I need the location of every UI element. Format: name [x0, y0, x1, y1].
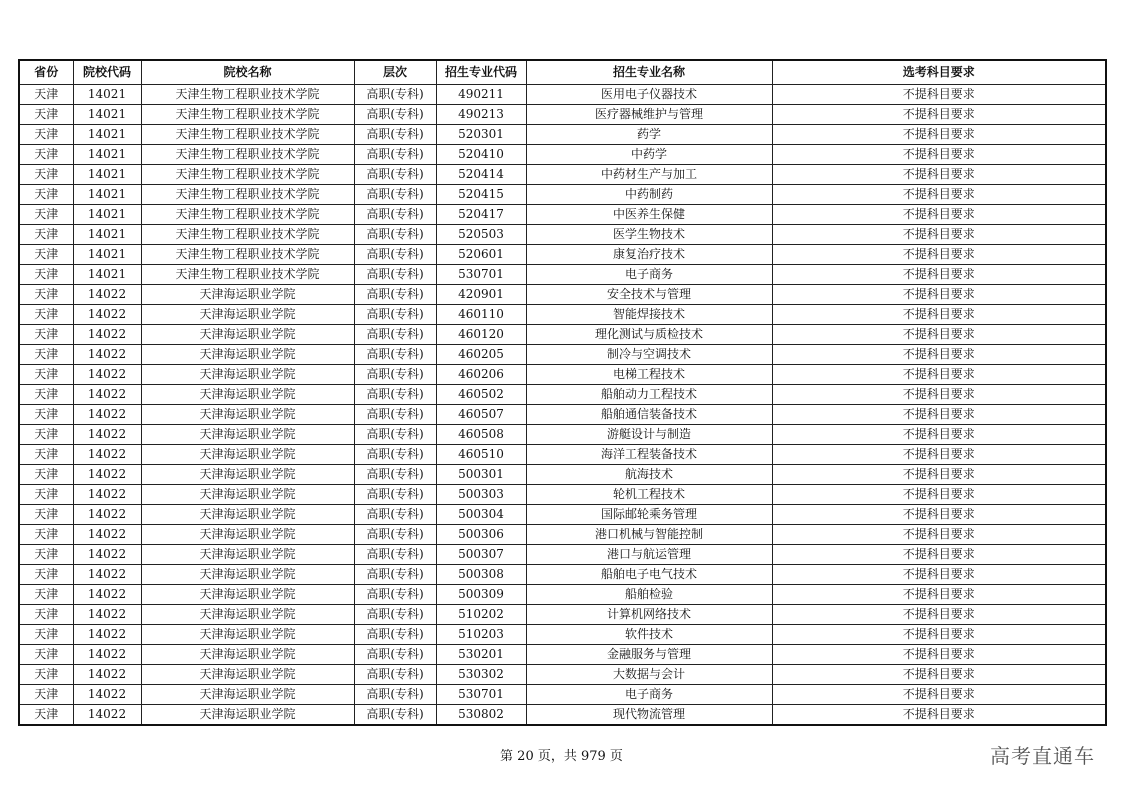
table-row: [19, 525, 1106, 545]
header-major-code: 招生专业代码: [436, 60, 526, 85]
cell-school-code: 14021: [73, 265, 141, 285]
cell-subject-requirement: 不提科目要求: [772, 685, 1106, 705]
cell-major-code: 460110: [436, 305, 526, 325]
cell-province: 天津: [19, 305, 73, 325]
cell-level: 高职(专科): [354, 245, 436, 265]
cell-subject-requirement: 不提科目要求: [772, 285, 1106, 305]
cell-subject-requirement: 不提科目要求: [772, 165, 1106, 185]
cell-major-name: 轮机工程技术: [526, 485, 772, 505]
cell-school-code: 14021: [73, 85, 141, 105]
cell-school-name: 天津海运职业学院: [141, 505, 354, 525]
cell-school-code: 14021: [73, 225, 141, 245]
cell-major-code: 420901: [436, 285, 526, 305]
cell-school-code: 14022: [73, 525, 141, 545]
cell-province: 天津: [19, 505, 73, 525]
cell-school-name: 天津海运职业学院: [141, 625, 354, 645]
cell-subject-requirement: 不提科目要求: [772, 505, 1106, 525]
cell-province: 天津: [19, 525, 73, 545]
cell-province: 天津: [19, 465, 73, 485]
cell-major-name: 现代物流管理: [526, 705, 772, 726]
cell-province: 天津: [19, 125, 73, 145]
table-row: [19, 485, 1106, 505]
cell-major-code: 490211: [436, 85, 526, 105]
cell-subject-requirement: 不提科目要求: [772, 705, 1106, 726]
cell-major-name: 游艇设计与制造: [526, 425, 772, 445]
cell-subject-requirement: 不提科目要求: [772, 605, 1106, 625]
table-row: [19, 465, 1106, 485]
table-row: [19, 145, 1106, 165]
table-row: [19, 605, 1106, 625]
cell-level: 高职(专科): [354, 405, 436, 425]
cell-school-code: 14022: [73, 665, 141, 685]
cell-subject-requirement: 不提科目要求: [772, 105, 1106, 125]
cell-major-name: 中医养生保健: [526, 205, 772, 225]
cell-major-code: 530701: [436, 685, 526, 705]
cell-level: 高职(专科): [354, 445, 436, 465]
cell-level: 高职(专科): [354, 265, 436, 285]
cell-level: 高职(专科): [354, 645, 436, 665]
table-row: [19, 345, 1106, 365]
cell-subject-requirement: 不提科目要求: [772, 245, 1106, 265]
cell-subject-requirement: 不提科目要求: [772, 205, 1106, 225]
cell-province: 天津: [19, 625, 73, 645]
cell-school-code: 14022: [73, 485, 141, 505]
cell-major-name: 电子商务: [526, 685, 772, 705]
cell-province: 天津: [19, 285, 73, 305]
cell-level: 高职(专科): [354, 525, 436, 545]
cell-major-name: 医用电子仪器技术: [526, 85, 772, 105]
cell-school-name: 天津生物工程职业技术学院: [141, 165, 354, 185]
cell-school-code: 14021: [73, 105, 141, 125]
cell-major-name: 船舶通信装备技术: [526, 405, 772, 425]
table-row: [19, 665, 1106, 685]
cell-level: 高职(专科): [354, 465, 436, 485]
cell-subject-requirement: 不提科目要求: [772, 425, 1106, 445]
cell-subject-requirement: 不提科目要求: [772, 265, 1106, 285]
cell-subject-requirement: 不提科目要求: [772, 665, 1106, 685]
cell-level: 高职(专科): [354, 425, 436, 445]
cell-school-name: 天津海运职业学院: [141, 585, 354, 605]
cell-subject-requirement: 不提科目要求: [772, 645, 1106, 665]
cell-school-code: 14021: [73, 145, 141, 165]
cell-major-code: 530302: [436, 665, 526, 685]
cell-subject-requirement: 不提科目要求: [772, 565, 1106, 585]
cell-level: 高职(专科): [354, 685, 436, 705]
cell-school-name: 天津生物工程职业技术学院: [141, 245, 354, 265]
cell-major-code: 520503: [436, 225, 526, 245]
cell-province: 天津: [19, 225, 73, 245]
cell-school-name: 天津海运职业学院: [141, 665, 354, 685]
table-row: [19, 625, 1106, 645]
cell-major-code: 490213: [436, 105, 526, 125]
cell-school-code: 14022: [73, 385, 141, 405]
cell-major-name: 电子商务: [526, 265, 772, 285]
cell-major-name: 理化测试与质检技术: [526, 325, 772, 345]
cell-major-code: 520415: [436, 185, 526, 205]
cell-major-name: 安全技术与管理: [526, 285, 772, 305]
cell-school-code: 14022: [73, 645, 141, 665]
cell-school-code: 14021: [73, 185, 141, 205]
table-row: [19, 545, 1106, 565]
cell-school-code: 14022: [73, 605, 141, 625]
cell-school-name: 天津生物工程职业技术学院: [141, 205, 354, 225]
cell-level: 高职(专科): [354, 545, 436, 565]
cell-province: 天津: [19, 325, 73, 345]
cell-level: 高职(专科): [354, 205, 436, 225]
cell-province: 天津: [19, 585, 73, 605]
cell-province: 天津: [19, 685, 73, 705]
cell-major-name: 中药制药: [526, 185, 772, 205]
cell-school-name: 天津海运职业学院: [141, 545, 354, 565]
cell-subject-requirement: 不提科目要求: [772, 85, 1106, 105]
cell-major-name: 航海技术: [526, 465, 772, 485]
cell-province: 天津: [19, 205, 73, 225]
cell-school-code: 14022: [73, 445, 141, 465]
header-school-name: 院校名称: [141, 60, 354, 85]
cell-major-name: 药学: [526, 125, 772, 145]
table-row: [19, 365, 1106, 385]
cell-school-code: 14022: [73, 545, 141, 565]
cell-major-code: 460120: [436, 325, 526, 345]
table-row: [19, 645, 1106, 665]
table-row: [19, 685, 1106, 705]
cell-province: 天津: [19, 265, 73, 285]
table-row: [19, 565, 1106, 585]
cell-school-name: 天津海运职业学院: [141, 685, 354, 705]
cell-major-code: 530201: [436, 645, 526, 665]
cell-province: 天津: [19, 485, 73, 505]
cell-subject-requirement: 不提科目要求: [772, 365, 1106, 385]
cell-major-code: 500301: [436, 465, 526, 485]
cell-subject-requirement: 不提科目要求: [772, 625, 1106, 645]
cell-level: 高职(专科): [354, 325, 436, 345]
cell-major-code: 520301: [436, 125, 526, 145]
table-row: [19, 505, 1106, 525]
cell-subject-requirement: 不提科目要求: [772, 225, 1106, 245]
cell-school-name: 天津海运职业学院: [141, 525, 354, 545]
cell-level: 高职(专科): [354, 105, 436, 125]
cell-school-name: 天津海运职业学院: [141, 465, 354, 485]
cell-major-code: 460508: [436, 425, 526, 445]
cell-level: 高职(专科): [354, 485, 436, 505]
table-row: [19, 165, 1106, 185]
cell-major-code: 500308: [436, 565, 526, 585]
cell-major-name: 船舶动力工程技术: [526, 385, 772, 405]
cell-school-name: 天津生物工程职业技术学院: [141, 125, 354, 145]
cell-province: 天津: [19, 245, 73, 265]
cell-school-code: 14022: [73, 285, 141, 305]
cell-major-code: 500304: [436, 505, 526, 525]
cell-province: 天津: [19, 345, 73, 365]
cell-school-name: 天津海运职业学院: [141, 645, 354, 665]
cell-school-code: 14022: [73, 425, 141, 445]
cell-province: 天津: [19, 565, 73, 585]
cell-major-name: 医疗器械维护与管理: [526, 105, 772, 125]
cell-level: 高职(专科): [354, 185, 436, 205]
cell-province: 天津: [19, 105, 73, 125]
cell-major-code: 520414: [436, 165, 526, 185]
table-row: [19, 285, 1106, 305]
cell-major-code: 500307: [436, 545, 526, 565]
cell-school-code: 14022: [73, 345, 141, 365]
cell-major-code: 500306: [436, 525, 526, 545]
table-row: [19, 405, 1106, 425]
cell-school-code: 14022: [73, 405, 141, 425]
cell-subject-requirement: 不提科目要求: [772, 485, 1106, 505]
cell-school-code: 14022: [73, 565, 141, 585]
cell-province: 天津: [19, 145, 73, 165]
cell-school-name: 天津海运职业学院: [141, 405, 354, 425]
cell-level: 高职(专科): [354, 385, 436, 405]
cell-school-name: 天津海运职业学院: [141, 325, 354, 345]
cell-level: 高职(专科): [354, 585, 436, 605]
cell-major-name: 大数据与会计: [526, 665, 772, 685]
cell-level: 高职(专科): [354, 605, 436, 625]
table-row: [19, 245, 1106, 265]
cell-subject-requirement: 不提科目要求: [772, 345, 1106, 365]
cell-major-name: 港口与航运管理: [526, 545, 772, 565]
header-major-name: 招生专业名称: [526, 60, 772, 85]
cell-school-name: 天津生物工程职业技术学院: [141, 265, 354, 285]
cell-school-code: 14022: [73, 325, 141, 345]
cell-school-name: 天津海运职业学院: [141, 285, 354, 305]
cell-major-code: 500303: [436, 485, 526, 505]
cell-major-name: 船舶检验: [526, 585, 772, 605]
cell-school-name: 天津海运职业学院: [141, 385, 354, 405]
admissions-table: [18, 59, 1107, 726]
cell-major-code: 530802: [436, 705, 526, 726]
cell-school-name: 天津海运职业学院: [141, 705, 354, 726]
cell-level: 高职(专科): [354, 705, 436, 726]
cell-level: 高职(专科): [354, 145, 436, 165]
cell-subject-requirement: 不提科目要求: [772, 385, 1106, 405]
cell-school-code: 14021: [73, 165, 141, 185]
cell-school-code: 14022: [73, 625, 141, 645]
cell-major-code: 520417: [436, 205, 526, 225]
cell-subject-requirement: 不提科目要求: [772, 465, 1106, 485]
cell-level: 高职(专科): [354, 505, 436, 525]
cell-school-name: 天津生物工程职业技术学院: [141, 85, 354, 105]
cell-province: 天津: [19, 385, 73, 405]
cell-province: 天津: [19, 405, 73, 425]
cell-major-code: 530701: [436, 265, 526, 285]
cell-level: 高职(专科): [354, 565, 436, 585]
cell-province: 天津: [19, 605, 73, 625]
cell-major-name: 中药材生产与加工: [526, 165, 772, 185]
table-row: [19, 305, 1106, 325]
cell-major-code: 460507: [436, 405, 526, 425]
cell-province: 天津: [19, 185, 73, 205]
cell-major-name: 智能焊接技术: [526, 305, 772, 325]
cell-subject-requirement: 不提科目要求: [772, 325, 1106, 345]
cell-school-name: 天津海运职业学院: [141, 565, 354, 585]
cell-level: 高职(专科): [354, 85, 436, 105]
cell-school-code: 14021: [73, 125, 141, 145]
table-row: [19, 85, 1106, 105]
cell-school-code: 14022: [73, 585, 141, 605]
cell-level: 高职(专科): [354, 165, 436, 185]
cell-school-code: 14022: [73, 505, 141, 525]
cell-province: 天津: [19, 545, 73, 565]
cell-major-name: 金融服务与管理: [526, 645, 772, 665]
cell-level: 高职(专科): [354, 665, 436, 685]
cell-major-name: 中药学: [526, 145, 772, 165]
cell-province: 天津: [19, 425, 73, 445]
cell-school-name: 天津海运职业学院: [141, 425, 354, 445]
table-row: [19, 125, 1106, 145]
cell-school-name: 天津海运职业学院: [141, 485, 354, 505]
cell-school-name: 天津海运职业学院: [141, 345, 354, 365]
cell-major-code: 500309: [436, 585, 526, 605]
cell-province: 天津: [19, 85, 73, 105]
table-body: [19, 85, 1106, 726]
cell-major-code: 460205: [436, 345, 526, 365]
cell-province: 天津: [19, 645, 73, 665]
table-row: [19, 445, 1106, 465]
cell-major-name: 船舶电子电气技术: [526, 565, 772, 585]
cell-major-name: 港口机械与智能控制: [526, 525, 772, 545]
cell-school-name: 天津生物工程职业技术学院: [141, 185, 354, 205]
cell-province: 天津: [19, 705, 73, 726]
cell-subject-requirement: 不提科目要求: [772, 445, 1106, 465]
cell-school-name: 天津生物工程职业技术学院: [141, 225, 354, 245]
cell-province: 天津: [19, 165, 73, 185]
cell-major-name: 医学生物技术: [526, 225, 772, 245]
cell-subject-requirement: 不提科目要求: [772, 585, 1106, 605]
table-row: [19, 105, 1106, 125]
cell-school-name: 天津生物工程职业技术学院: [141, 145, 354, 165]
cell-subject-requirement: 不提科目要求: [772, 185, 1106, 205]
cell-level: 高职(专科): [354, 345, 436, 365]
cell-subject-requirement: 不提科目要求: [772, 125, 1106, 145]
cell-major-code: 460502: [436, 385, 526, 405]
cell-major-code: 510203: [436, 625, 526, 645]
cell-subject-requirement: 不提科目要求: [772, 545, 1106, 565]
cell-province: 天津: [19, 665, 73, 685]
cell-school-code: 14021: [73, 245, 141, 265]
cell-school-code: 14022: [73, 305, 141, 325]
cell-level: 高职(专科): [354, 365, 436, 385]
cell-subject-requirement: 不提科目要求: [772, 525, 1106, 545]
table-row: [19, 325, 1106, 345]
cell-school-name: 天津海运职业学院: [141, 365, 354, 385]
table-row: [19, 705, 1106, 726]
cell-major-code: 510202: [436, 605, 526, 625]
table-row: [19, 425, 1106, 445]
cell-province: 天津: [19, 365, 73, 385]
cell-major-name: 计算机网络技术: [526, 605, 772, 625]
table-row: [19, 585, 1106, 605]
cell-major-code: 520601: [436, 245, 526, 265]
cell-school-name: 天津生物工程职业技术学院: [141, 105, 354, 125]
cell-level: 高职(专科): [354, 225, 436, 245]
cell-major-name: 国际邮轮乘务管理: [526, 505, 772, 525]
cell-school-code: 14022: [73, 465, 141, 485]
cell-school-code: 14022: [73, 365, 141, 385]
cell-school-name: 天津海运职业学院: [141, 305, 354, 325]
header-province: 省份: [19, 60, 73, 85]
cell-school-code: 14022: [73, 705, 141, 726]
cell-level: 高职(专科): [354, 305, 436, 325]
header-school-code: 院校代码: [73, 60, 141, 85]
table-row: [19, 385, 1106, 405]
cell-school-code: 14021: [73, 205, 141, 225]
cell-major-code: 520410: [436, 145, 526, 165]
cell-school-code: 14022: [73, 685, 141, 705]
cell-major-code: 460510: [436, 445, 526, 465]
cell-school-name: 天津海运职业学院: [141, 605, 354, 625]
cell-major-name: 软件技术: [526, 625, 772, 645]
table-row: [19, 205, 1106, 225]
cell-level: 高职(专科): [354, 625, 436, 645]
cell-school-name: 天津海运职业学院: [141, 445, 354, 465]
cell-major-code: 460206: [436, 365, 526, 385]
cell-subject-requirement: 不提科目要求: [772, 145, 1106, 165]
cell-major-name: 制冷与空调技术: [526, 345, 772, 365]
table-row: [19, 265, 1106, 285]
table-row: [19, 225, 1106, 245]
cell-major-name: 电梯工程技术: [526, 365, 772, 385]
page-number: 第 20 页，共 979 页: [500, 749, 623, 764]
cell-level: 高职(专科): [354, 285, 436, 305]
cell-level: 高职(专科): [354, 125, 436, 145]
header-level: 层次: [354, 60, 436, 85]
cell-major-name: 海洋工程装备技术: [526, 445, 772, 465]
cell-major-name: 康复治疗技术: [526, 245, 772, 265]
cell-subject-requirement: 不提科目要求: [772, 405, 1106, 425]
cell-province: 天津: [19, 445, 73, 465]
header-subject-requirement: 选考科目要求: [772, 60, 1106, 85]
watermark-text: 高考直通车: [990, 744, 1095, 768]
table-row: [19, 185, 1106, 205]
table-header-row: [19, 60, 1106, 85]
cell-subject-requirement: 不提科目要求: [772, 305, 1106, 325]
